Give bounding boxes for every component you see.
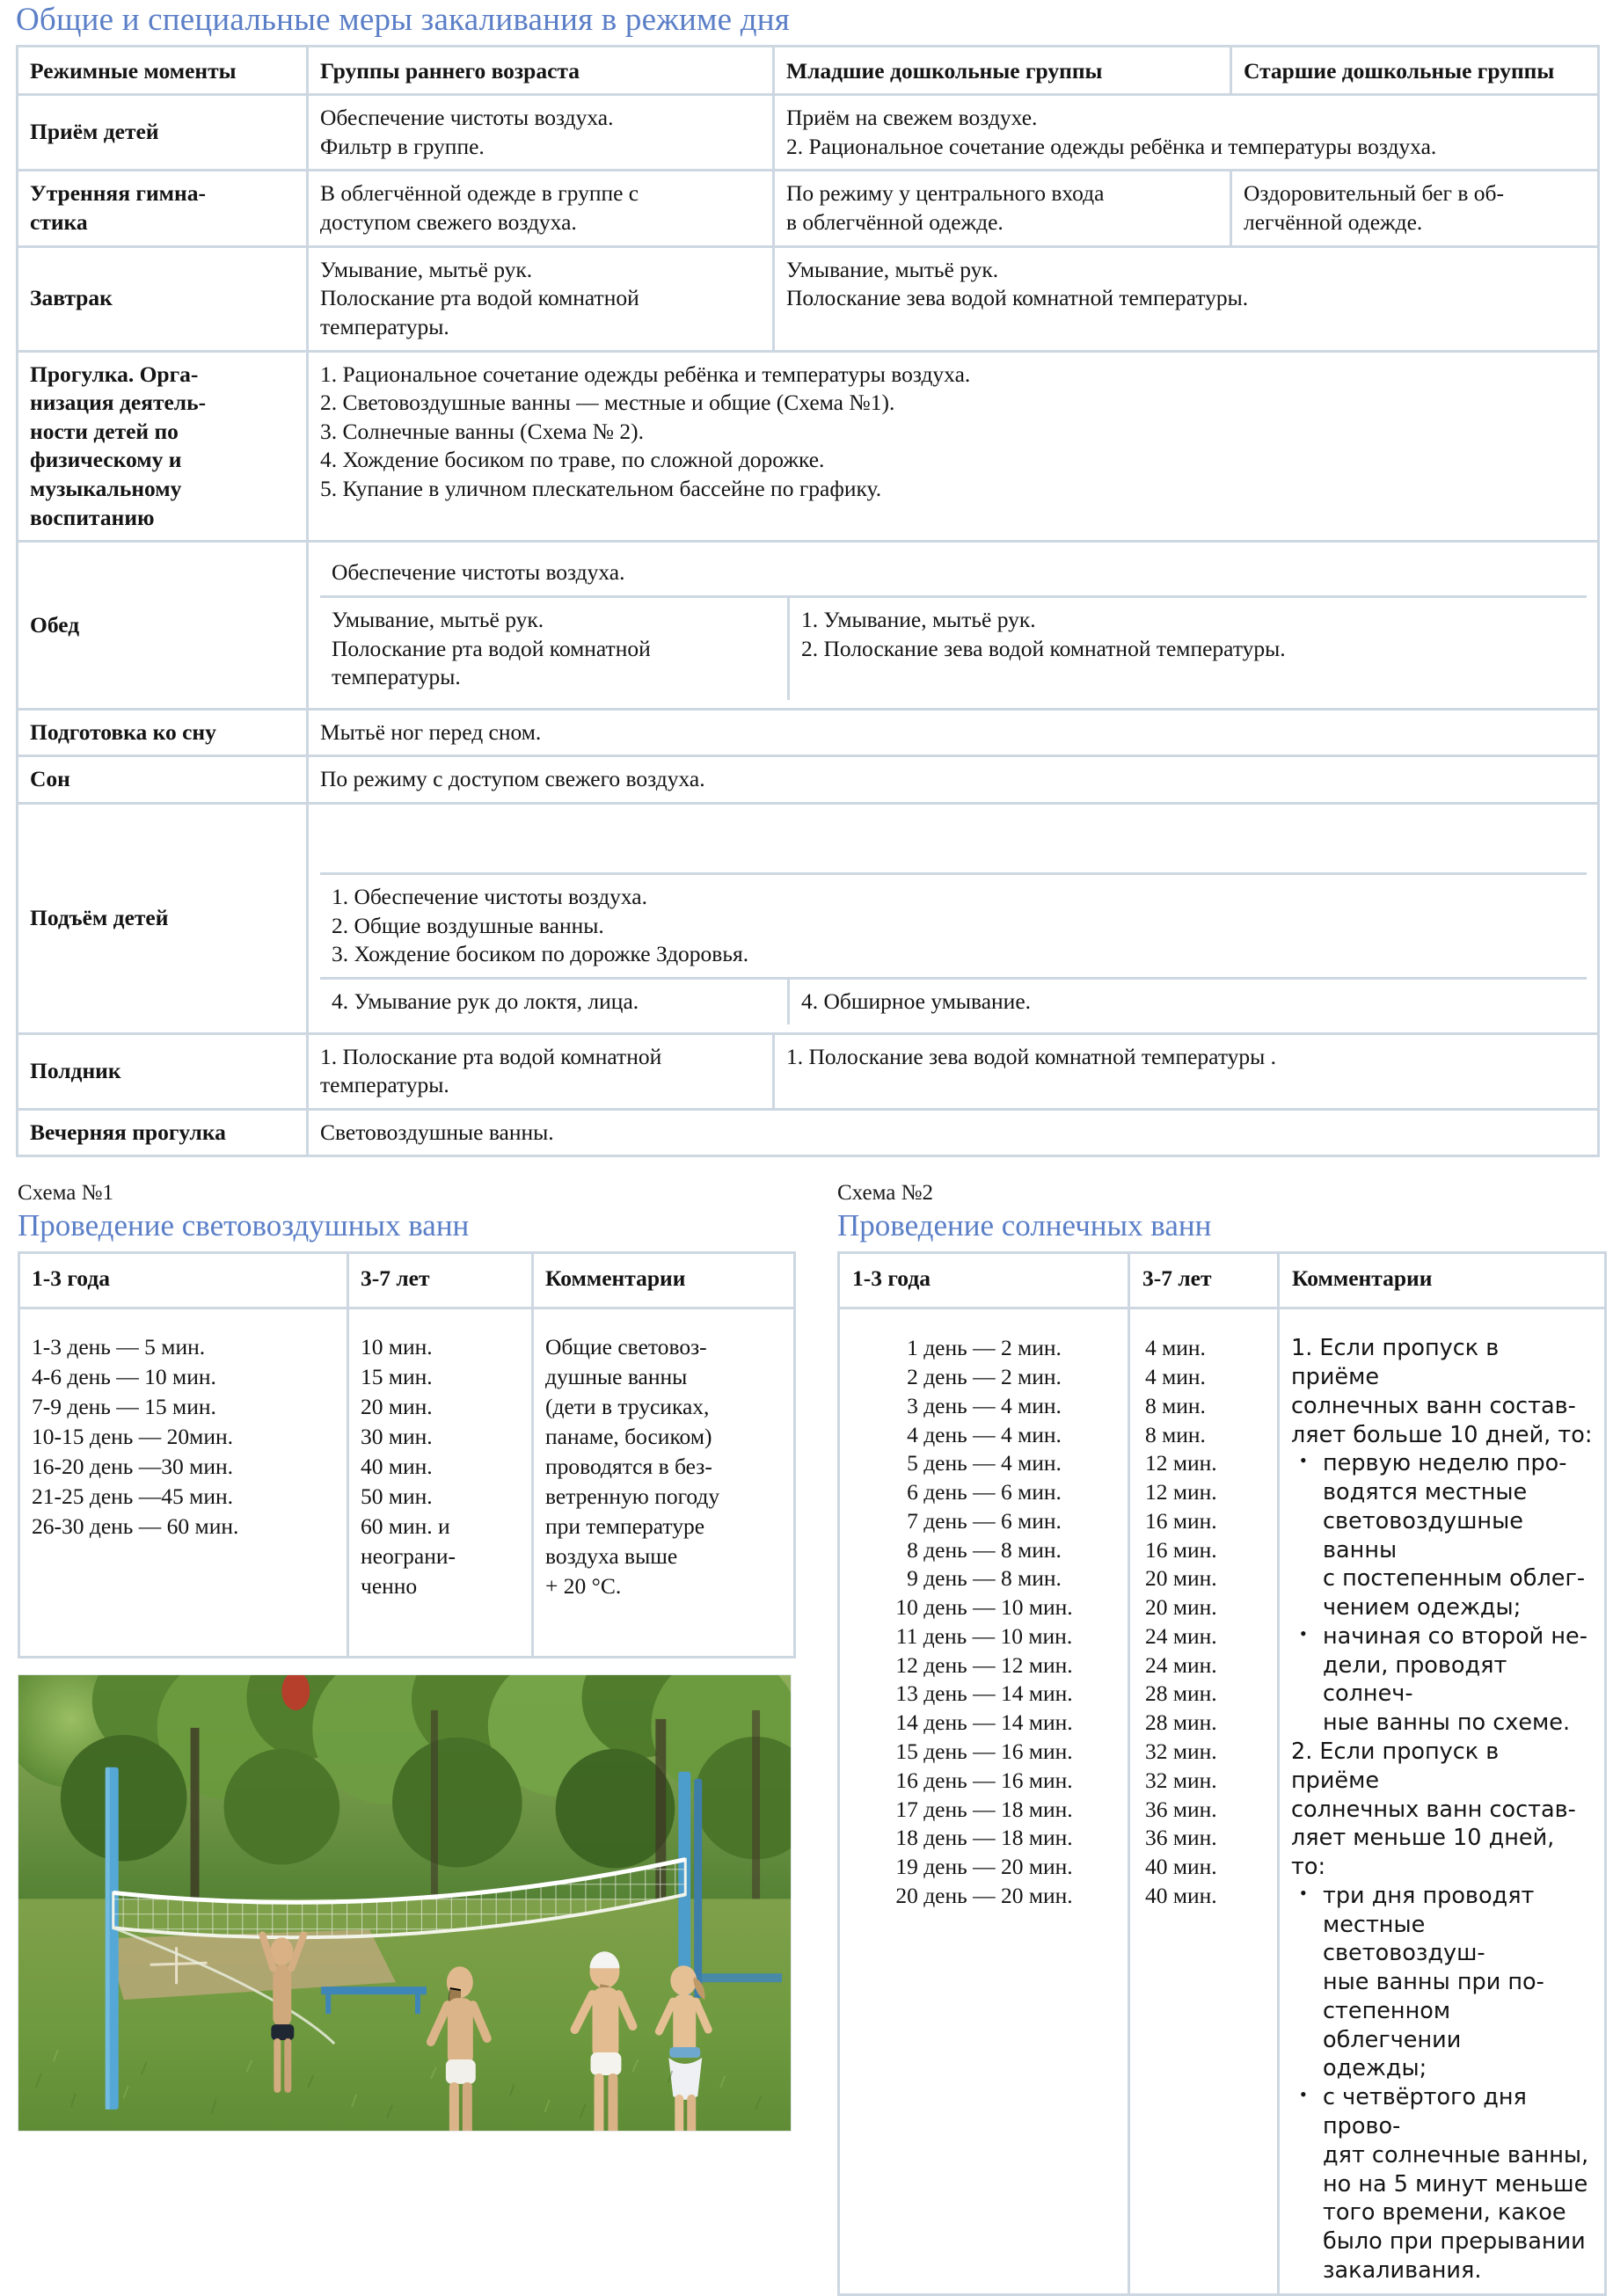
text-line: • три дня проводят xyxy=(1323,1882,1535,1909)
text-line: легчённой одежде. xyxy=(1244,209,1423,236)
text-line: 13 день — 14 мин. xyxy=(895,1680,1073,1707)
text-line: 4-6 день — 10 мин. xyxy=(32,1364,216,1390)
text-line: 3. Хождение босиком по дорожке Здоровья. xyxy=(332,941,749,967)
text-line: 17 день — 18 мин. xyxy=(895,1796,1073,1822)
text-line: доступом свежего воздуха. xyxy=(320,209,577,236)
row-label-poldnik: Полдник xyxy=(18,1033,308,1109)
text-line: Умывание, мытьё рук. xyxy=(320,256,533,282)
text-line: 1-3 день — 5 мин. xyxy=(32,1334,206,1360)
column-header-moments: Режимные моменты xyxy=(18,46,308,95)
cell-scheme1-age-1-3 xyxy=(19,1308,348,1658)
text-line: 36 мин. xyxy=(1145,1796,1217,1822)
text-line: дят солнечные ванны, xyxy=(1323,2141,1589,2168)
table-row xyxy=(18,1109,1599,1156)
text-line: 16 день — 16 мин. xyxy=(895,1767,1073,1793)
text-line: Мытьё ног перед сном. xyxy=(320,718,542,745)
table-row xyxy=(18,171,1599,246)
text-line: 1 день — 2 мин. xyxy=(907,1335,1062,1361)
text-line: температуры. xyxy=(320,313,449,339)
text-line: физическому и xyxy=(30,447,182,473)
table-header-row xyxy=(19,1252,795,1308)
text-line: световоздушные ванны xyxy=(1323,1507,1523,1563)
text-line: 10 мин. xyxy=(361,1334,433,1360)
scheme1-column xyxy=(0,1180,827,2295)
text-line: 6 день — 6 мин. xyxy=(907,1479,1062,1505)
cell-early-poldnik xyxy=(308,1033,774,1109)
cell-nested-obed xyxy=(308,542,1599,710)
scheme2-label: Схема №2 xyxy=(837,1181,933,1206)
row-label-podyom-detey: Подъём детей xyxy=(18,804,308,1034)
text-line: Прогулка. Орга- xyxy=(30,361,199,387)
text-line: 18 день — 18 мин. xyxy=(895,1825,1073,1851)
text-line: 3. Солнечные ванны (Схема № 2). xyxy=(320,418,645,444)
scheme2-column xyxy=(827,1180,1613,2295)
text-line: 21-25 день —45 мин. xyxy=(32,1483,233,1509)
text-line: 4. Хождение босиком по траве, по сложной дорожке. xyxy=(320,447,825,473)
text-line: 40 мин. xyxy=(1145,1854,1217,1880)
text-line: 4. Умывание рук до локтя, лица. xyxy=(332,988,639,1014)
text-line: 32 мин. xyxy=(1145,1738,1217,1765)
text-line: Утренняя гимна- xyxy=(30,180,206,207)
text-line: 24 мин. xyxy=(1145,1651,1217,1678)
cell-early-gimnastika xyxy=(308,171,774,246)
text-line: солнечных ванн состав- xyxy=(1291,1796,1576,1823)
cell-junior-gimnastika xyxy=(774,171,1231,246)
table-row xyxy=(18,95,1599,171)
text-line: 60 мин. и xyxy=(361,1512,450,1539)
text-line: Общие световоз- xyxy=(545,1334,707,1360)
text-line: 4. Обширное умывание. xyxy=(801,988,1032,1014)
text-line: воздуха выше xyxy=(545,1542,678,1569)
text-line: 50 мин. xyxy=(361,1483,433,1509)
cell-scheme2-age-1-3 xyxy=(839,1308,1129,2294)
text-line: 20 мин. xyxy=(1145,1565,1217,1592)
text-line: 2. Если пропуск в приёме xyxy=(1291,1738,1500,1794)
text-line: 4 день — 4 мин. xyxy=(907,1421,1062,1447)
column-header-early-groups: Группы раннего возраста xyxy=(308,46,774,95)
text-line: 12 день — 12 мин. xyxy=(895,1651,1073,1678)
text-line: 30 мин. xyxy=(361,1424,433,1450)
text-line: (дети в трусиках, xyxy=(545,1394,710,1420)
text-line: одежды; xyxy=(1323,2055,1427,2082)
text-line: 12 мин. xyxy=(1145,1450,1217,1476)
nested-row-blank xyxy=(320,813,1587,875)
column-header-comments: Комментарии xyxy=(1279,1252,1606,1308)
schemes-area xyxy=(0,1180,1613,2295)
cell-podyom-list xyxy=(320,875,1587,977)
cell-senior-gimnastika xyxy=(1231,171,1599,246)
text-line: при температуре xyxy=(545,1512,705,1539)
scheme2-title: Проведение солнечных ванн xyxy=(837,1208,1212,1243)
column-header-age-3-7: 3-7 лет xyxy=(348,1252,533,1308)
text-line: ности детей по xyxy=(30,418,179,444)
cell-merged-progulka xyxy=(308,351,1599,542)
scheme2-table xyxy=(837,1251,1607,2296)
table-row xyxy=(18,246,1599,351)
text-line: дели, проводят солнеч- xyxy=(1323,1651,1507,1708)
text-line: 2 день — 2 мин. xyxy=(907,1364,1062,1390)
text-line: водятся местные xyxy=(1323,1479,1528,1506)
text-line: 4 мин. xyxy=(1145,1335,1206,1361)
text-line: 15 день — 16 мин. xyxy=(895,1738,1073,1765)
nested-row-bottom xyxy=(320,598,1587,700)
text-line: но на 5 минут меньше xyxy=(1323,2170,1588,2198)
scheme1-label: Схема №1 xyxy=(18,1181,113,1206)
text-line: 20 мин. xyxy=(361,1394,433,1420)
text-line: душные ванны xyxy=(545,1364,688,1390)
column-header-junior-groups: Младшие дошкольные группы xyxy=(774,46,1231,95)
text-line: 16-20 день —30 мин. xyxy=(32,1453,233,1479)
text-line: закаливания. xyxy=(1323,2256,1482,2284)
row-label-progulka xyxy=(18,351,308,542)
text-line: 5. Купание в уличном плескательном бассейне по графику. xyxy=(320,476,882,502)
text-line: музыкальному xyxy=(30,476,182,502)
cell-merged-vechernyaya xyxy=(308,1109,1599,1156)
text-line: того времени, какое xyxy=(1323,2199,1566,2227)
row-label-priem-detey: Приём детей xyxy=(18,95,308,171)
text-line: Полоскание рта водой комнатной xyxy=(320,285,639,311)
text-line: Полоскание рта водой комнатной xyxy=(332,635,651,661)
text-line: 3 день — 4 мин. xyxy=(907,1392,1062,1418)
text-line: 4 мин. xyxy=(1145,1364,1206,1390)
text-line: 15 мин. xyxy=(361,1364,433,1390)
text-line: 28 мин. xyxy=(1145,1680,1217,1707)
column-header-age-3-7: 3-7 лет xyxy=(1129,1252,1279,1308)
text-line: 1. Полоскание зева водой комнатной температуры . xyxy=(786,1043,1277,1069)
document-page xyxy=(0,2,1613,2284)
text-line: • начиная со второй не- xyxy=(1323,1622,1587,1650)
text-line: ченно xyxy=(361,1572,418,1599)
nested-row-bottom xyxy=(320,980,1587,1024)
text-line: Умывание, мытьё рук. xyxy=(786,256,999,282)
table-row xyxy=(18,542,1599,710)
text-line: 16 мин. xyxy=(1145,1507,1217,1534)
row-label-obed: Обед xyxy=(18,542,308,710)
nested-row-mid xyxy=(320,875,1587,980)
list-item xyxy=(1319,2083,1594,2285)
empty-line xyxy=(332,820,1576,864)
text-line: Оздоровительный бег в об- xyxy=(1244,180,1504,207)
text-line: 8 мин. xyxy=(1145,1392,1206,1418)
column-header-comments: Комментарии xyxy=(533,1252,795,1308)
text-line: 2. Общие воздушные ванны. xyxy=(332,912,604,938)
column-header-senior-groups: Старшие дошкольные группы xyxy=(1231,46,1599,95)
cell-early-zavtrak xyxy=(308,246,774,351)
cell-obed-older xyxy=(790,598,1587,700)
text-line: 20 мин. xyxy=(1145,1594,1217,1621)
table-row xyxy=(839,1308,1606,2294)
text-line: • первую неделю про- xyxy=(1323,1450,1567,1477)
nested-row-top xyxy=(320,550,1587,598)
text-line: проводятся в без- xyxy=(545,1453,712,1479)
table-row xyxy=(19,1308,795,1658)
text-line: В облегчённой одежде в группе с xyxy=(320,180,639,207)
text-line: температуры. xyxy=(320,1072,449,1098)
text-line: Приём на свежем воздухе. xyxy=(786,105,1038,131)
text-line: солнечных ванн состав- xyxy=(1291,1392,1576,1419)
text-line: низация деятель- xyxy=(30,390,207,416)
text-line: с постепенным облег- xyxy=(1323,1565,1586,1593)
text-line: 8 мин. xyxy=(1145,1421,1206,1447)
text-line: Умывание, мытьё рук. xyxy=(332,606,544,632)
text-line: 1. Обеспечение чистоты воздуха. xyxy=(332,884,648,910)
text-line: 16 мин. xyxy=(1145,1536,1217,1563)
text-line: 1. Если пропуск в приёме xyxy=(1291,1335,1500,1391)
cell-scheme2-comments xyxy=(1279,1308,1606,2294)
text-line: 2. Рациональное сочетание одежды ребёнка и температуры воздуха. xyxy=(786,133,1437,159)
text-line: 28 мин. xyxy=(1145,1709,1217,1736)
text-line: 26-30 день — 60 мин. xyxy=(32,1512,239,1539)
text-line: 9 день — 8 мин. xyxy=(907,1565,1062,1592)
text-line: 20 день — 20 мин. xyxy=(895,1882,1073,1908)
photo-illustration xyxy=(18,1675,791,2132)
text-line: степенном облегчении xyxy=(1323,1997,1462,2053)
cell-scheme1-age-3-7 xyxy=(348,1308,533,1658)
text-line: 14 день — 14 мин. xyxy=(895,1709,1073,1736)
page-title: Общие и специальные меры закаливания в режиме дня xyxy=(16,2,790,38)
cell-early-priem xyxy=(308,95,774,171)
table-row xyxy=(18,709,1599,756)
text-line: стика xyxy=(30,209,88,236)
cell-podyom-blank xyxy=(320,813,1587,872)
text-line: 24 мин. xyxy=(1145,1622,1217,1649)
text-line: Полоскание зева водой комнатной температуры. xyxy=(786,285,1249,311)
text-line: ные ванны при по- xyxy=(1323,1969,1544,1996)
text-line: 12 мин. xyxy=(1145,1479,1217,1505)
table-row xyxy=(18,756,1599,804)
text-line: 7-9 день — 15 мин. xyxy=(32,1394,216,1420)
text-line: Световоздушные ванны. xyxy=(320,1119,554,1145)
text-line: 1. Полоскание рта водой комнатной xyxy=(320,1043,662,1069)
text-line: чением одежды; xyxy=(1323,1594,1522,1622)
cell-scheme1-comments xyxy=(533,1308,795,1658)
text-line: ветренную погоду xyxy=(545,1483,720,1509)
text-line: неограни- xyxy=(361,1542,456,1569)
cell-nested-podyom xyxy=(308,804,1599,1034)
text-line: По режиму с доступом свежего воздуха. xyxy=(320,766,705,792)
text-line: 2. Световоздушные ванны — местные и общие (Схема №1). xyxy=(320,390,895,416)
column-header-age-1-3: 1-3 года xyxy=(839,1252,1129,1308)
text-line: • с четвёртого дня прово- xyxy=(1323,2084,1527,2139)
row-label-zavtrak: Завтрак xyxy=(18,246,308,351)
text-line: Обеспечение чистоты воздуха. xyxy=(320,105,614,131)
text-line: было при прерывании xyxy=(1323,2228,1586,2256)
text-line: 8 день — 8 мин. xyxy=(907,1536,1062,1563)
list-item xyxy=(1319,1622,1594,1738)
row-label-podgotovka-ko-snu: Подготовка ко сну xyxy=(18,709,308,756)
text-line: местные световоздуш- xyxy=(1323,1911,1485,1967)
text-line: воспитанию xyxy=(30,504,155,530)
cell-obed-air xyxy=(320,550,1587,595)
row-label-vechernyaya-progulka: Вечерняя прогулка xyxy=(18,1109,308,1156)
text-line: 7 день — 6 мин. xyxy=(907,1507,1062,1534)
text-line: ляет меньше 10 дней, то: xyxy=(1291,1825,1555,1881)
cell-merged-podgotovka xyxy=(308,709,1599,756)
text-line: По режиму у центрального входа xyxy=(786,180,1105,207)
text-line: панаме, босиком) xyxy=(545,1424,712,1450)
row-label-son: Сон xyxy=(18,756,308,804)
scheme1-table xyxy=(18,1251,796,1659)
cell-podyom-early xyxy=(320,980,790,1024)
text-line: Обеспечение чистоты воздуха. xyxy=(332,559,625,586)
text-line: 11 день — 10 мин. xyxy=(895,1622,1073,1649)
table-row xyxy=(18,351,1599,542)
column-header-age-1-3: 1-3 года xyxy=(19,1252,348,1308)
hardening-schedule-table xyxy=(16,45,1600,1158)
table-header-row xyxy=(839,1252,1606,1308)
text-line: температуры. xyxy=(332,664,461,690)
table-row xyxy=(18,804,1599,1034)
text-line: 32 мин. xyxy=(1145,1767,1217,1793)
list-item xyxy=(1319,1882,1594,2083)
cell-merged-poldnik xyxy=(774,1033,1599,1109)
text-line: 19 день — 20 мин. xyxy=(895,1854,1073,1880)
text-line: в облегчённой одежде. xyxy=(786,209,1004,236)
cell-merged-zavtrak xyxy=(774,246,1599,351)
text-line: Фильтр в группе. xyxy=(320,133,485,159)
text-line: 36 мин. xyxy=(1145,1825,1217,1851)
list-item xyxy=(1319,1449,1594,1622)
cell-podyom-older xyxy=(790,980,1587,1024)
text-line: 1. Рациональное сочетание одежды ребёнка и температуры воздуха. xyxy=(320,361,971,387)
table-header-row xyxy=(18,46,1599,95)
row-label-utrennyaya-gimnastika xyxy=(18,171,308,246)
text-line: ляет больше 10 дней, то: xyxy=(1291,1421,1593,1448)
cell-scheme2-age-3-7 xyxy=(1129,1308,1279,2294)
text-line: 40 мин. xyxy=(361,1453,433,1479)
scheme1-title: Проведение световоздушных ванн xyxy=(18,1208,470,1243)
comments-bullets-2 xyxy=(1293,1882,1594,2285)
cell-merged-son xyxy=(308,756,1599,804)
text-line: 10 день — 10 мин. xyxy=(895,1594,1073,1621)
cell-obed-early xyxy=(320,598,790,700)
comments-bullets-1 xyxy=(1293,1449,1594,1738)
table-row xyxy=(18,1033,1599,1109)
photo-children-volleyball xyxy=(18,1674,792,2132)
text-line: 10-15 день — 20мин. xyxy=(32,1424,233,1450)
text-line: + 20 °С. xyxy=(545,1572,622,1599)
text-line: ные ванны по схеме. xyxy=(1323,1709,1571,1737)
text-line: 40 мин. xyxy=(1145,1882,1217,1908)
cell-merged-priem xyxy=(774,95,1599,171)
text-line: 1. Умывание, мытьё рук. xyxy=(801,606,1036,632)
text-line: 5 день — 4 мин. xyxy=(907,1450,1062,1476)
text-line: 2. Полоскание зева водой комнатной температуры. xyxy=(801,635,1286,661)
